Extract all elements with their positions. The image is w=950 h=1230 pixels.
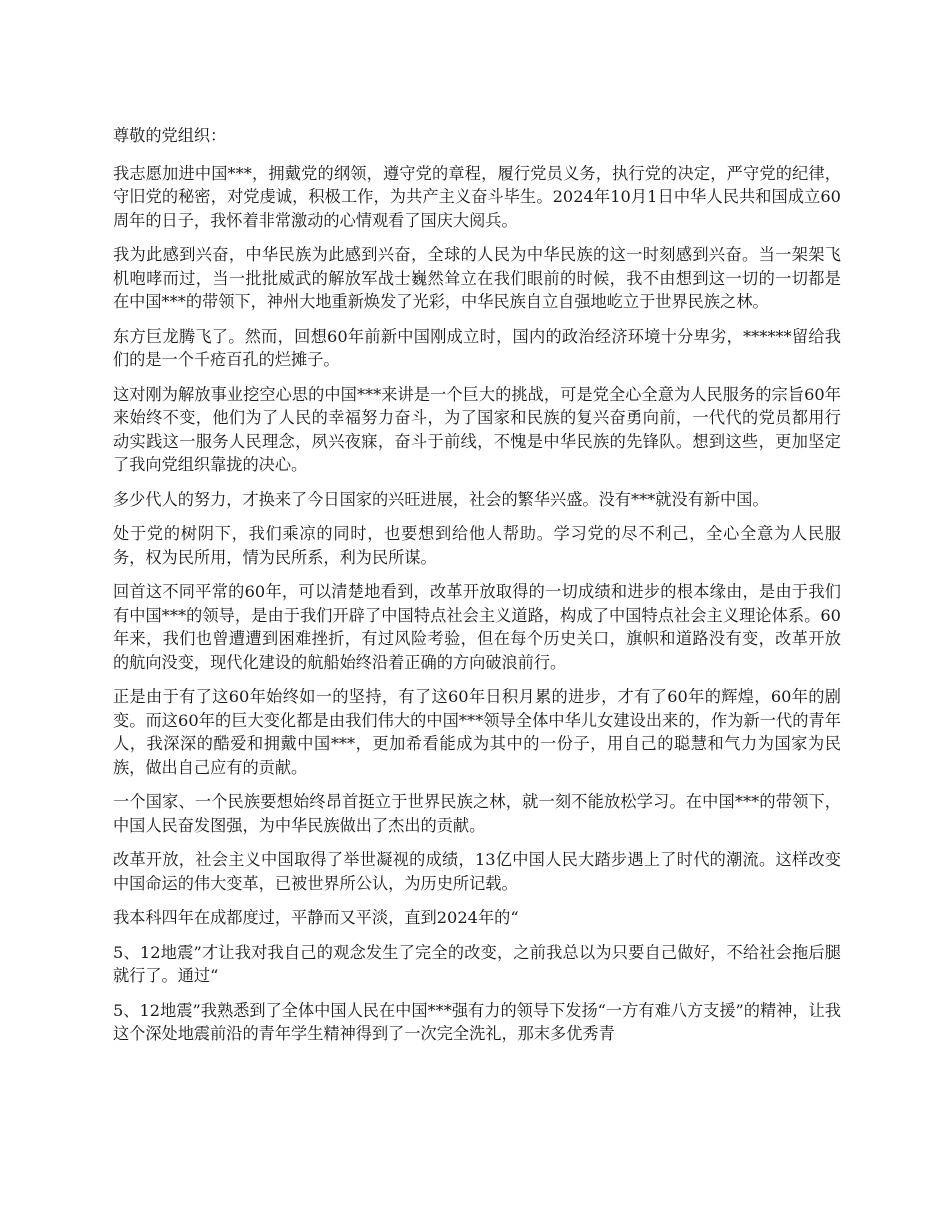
paragraph: 5、12地震”才让我对我自己的观念发生了完全的改变，之前我总以为只要自己做好，不给社会拖后腿就行了。通过“ — [113, 942, 841, 985]
paragraph: 5、12地震”我熟悉到了全体中国人民在中国***强有力的领导下发扬“一方有难八方支援”的精神，让我这个深处地震前沿的青年学生精神得到了一次完全洗礼，那末多优秀青 — [113, 1000, 841, 1043]
document-page — [113, 124, 841, 1057]
salutation: 尊敬的党组织： — [113, 126, 227, 145]
paragraph: 我志愿加进中国***，拥戴党的纲领，遵守党的章程，履行党员义务，执行党的决定，严守党的纪律，守旧党的秘密，对党虔诚，积极工作，为共产主义奋斗毕生。2024年10月1日中华人民共和国成立60周年的日子，我怀着非常激动的心情观看了国庆大阅兵。 — [113, 163, 841, 230]
paragraph: 多少代人的努力，才换来了今日国家的兴旺进展，社会的繁华兴盛。没有***就没有新中国。 — [113, 489, 769, 509]
paragraph: 我为此感到兴奋，中华民族为此感到兴奋，全球的人民为中华民族的这一时刻感到兴奋。当一架架飞机咆哮而过，当一批批威武的解放军战士巍然耸立在我们眼前的时候，我不由想到这一切的一切都是在中国***的带领下，神州大地重新焕发了光彩，中华民族自立自强地屹立于世界民族之林。 — [113, 245, 841, 311]
paragraph: 处于党的树阴下，我们乘凉的同时，也要想到给他人帮助。学习党的尽不利己，全心全意为人民服务，权为民所用，情为民所系，利为民所谋。 — [113, 524, 841, 567]
paragraph: 我本科四年在成都度过，平静而又平淡，直到2024年的“ — [113, 908, 519, 927]
paragraph: 改革开放，社会主义中国取得了举世凝视的成绩，13亿中国人民大踏步遇上了时代的潮流。这样改变中国命运的伟大变革，已被世界所公认，为历史所记载。 — [113, 850, 841, 893]
paragraph: 一个国家、一个民族要想始终昂首挺立于世界民族之林，就一刻不能放松学习。在中国***的带领下，中国人民奋发图强，为中华民族做出了杰出的贡献。 — [113, 792, 841, 835]
paragraph: 回首这不同平常的60年，可以清楚地看到，改革开放取得的一切成绩和进步的根本缘由，是由于我们有中国***的领导，是由于我们开辟了中国特点社会主义道路，构成了中国特点社会主义理论体系。60年来，我们也曾遭遭到困难挫折，有过风险考验，但在每个历史关口，旗帜和道路没有变，改革开放的航向没变，现代化建设的航船始终沿着正确的方向破浪前行。 — [113, 582, 841, 672]
paragraph: 这对刚为解放事业挖空心思的中国***来讲是一个巨大的挑战，可是党全心全意为人民服务的宗旨60年来始终不变，他们为了人民的幸福努力奋斗，为了国家和民族的复兴奋勇向前，一代代的党员都用行动实践这一服务人民理念，夙兴夜寐，奋斗于前线，不愧是中华民族的先锋队。想到这些，更加坚定了我向党组织靠拢的决心。 — [113, 384, 841, 474]
paragraph: 东方巨龙腾飞了。然而，回想60年前新中国刚成立时，国内的政治经济环境十分卑劣，******留给我们的是一个千疮百孔的烂摊子。 — [113, 326, 841, 369]
paragraph: 正是由于有了这60年始终如一的坚持，有了这60年日积月累的进步，才有了60年的辉煌，60年的剧变。而这60年的巨大变化都是由我们伟大的中国***领导全体中华儿女建设出来的，作为新一代的青年人，我深深的酷爱和拥戴中国***，更加希看能成为其中的一份子，用自己的聪慧和气力为国家为民族，做出自己应有的贡献。 — [113, 687, 841, 777]
